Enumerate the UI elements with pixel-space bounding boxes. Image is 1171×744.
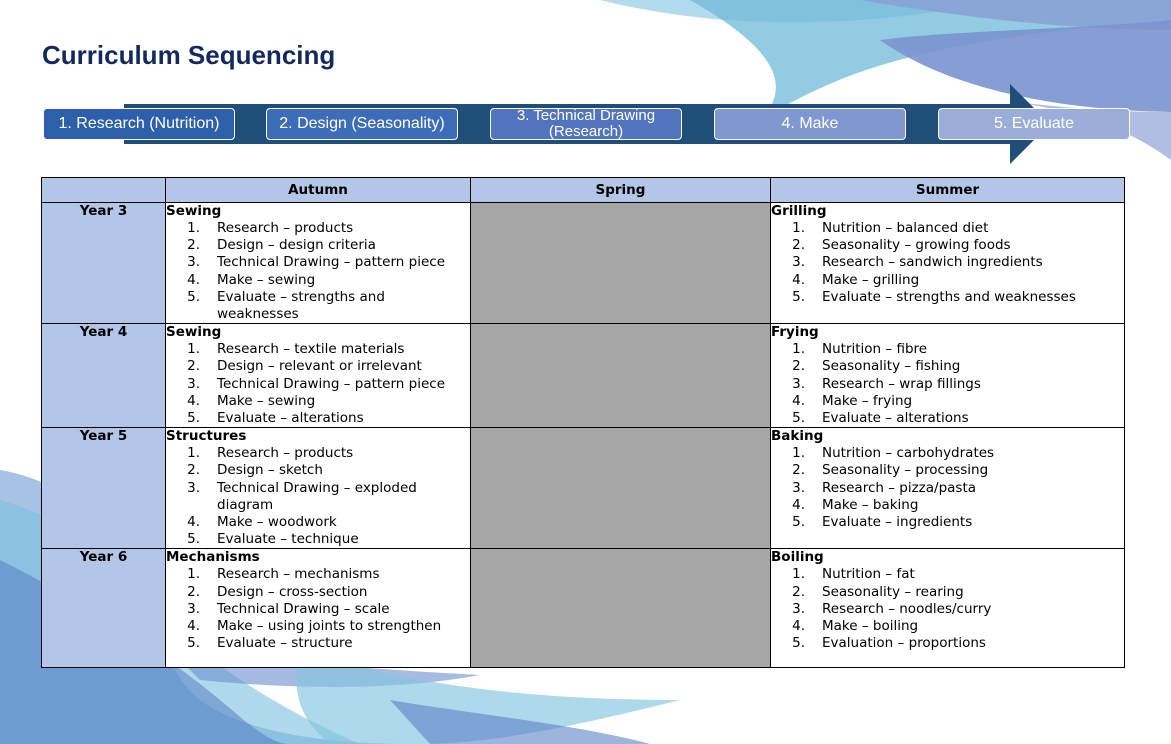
list-item: 5. Evaluate – alterations bbox=[792, 410, 969, 427]
list-item: 5. Evaluation – proportions bbox=[792, 635, 986, 652]
table-header-row bbox=[42, 178, 1125, 203]
list-item: 3. Research – sandwich ingredients bbox=[792, 254, 1043, 271]
unit-title: Grilling bbox=[771, 203, 827, 219]
autumn-cell bbox=[166, 203, 471, 324]
list-item: 4. Make – sewing bbox=[187, 392, 316, 409]
list-item: 3. Research – wrap fillings bbox=[792, 375, 981, 392]
list-item: 4. Make – grilling bbox=[792, 271, 920, 288]
list-item: 3. Research – pizza/pasta bbox=[792, 479, 977, 496]
table-row bbox=[42, 324, 1125, 428]
list-item: 5. Evaluate – strengths and weaknesses bbox=[187, 288, 385, 323]
process-arrow-diagram bbox=[0, 0, 1171, 170]
unit-steps bbox=[166, 341, 470, 427]
list-item: 4. Make – sewing bbox=[187, 271, 316, 288]
list-item: 1. Research – textile materials bbox=[187, 341, 405, 358]
unit-title: Sewing bbox=[166, 203, 222, 219]
year-label: Year 4 bbox=[42, 324, 166, 428]
unit-title: Structures bbox=[166, 428, 247, 445]
list-item: 5. Evaluate – technique bbox=[187, 531, 359, 548]
process-step-research: 1. Research (Nutrition) bbox=[43, 108, 235, 140]
list-item: 3. Technical Drawing – pattern piece bbox=[187, 254, 445, 271]
header-summer: Summer bbox=[771, 178, 1125, 203]
list-item: 3. Technical Drawing – exploded diagram bbox=[187, 479, 417, 513]
page-title: Curriculum Sequencing bbox=[42, 40, 336, 70]
list-item: 4. Make – using joints to strengthen bbox=[187, 618, 442, 635]
unit-title: Frying bbox=[771, 324, 819, 341]
list-item: 5. Evaluate – strengths and weaknesses bbox=[792, 288, 1076, 305]
list-item: 4. Make – woodwork bbox=[187, 514, 337, 531]
list-item: 2. Design – design criteria bbox=[187, 237, 376, 254]
list-item: 4. Make – baking bbox=[792, 496, 919, 513]
list-item: 1. Nutrition – carbohydrates bbox=[792, 445, 995, 462]
list-item: 1. Nutrition – fat bbox=[792, 566, 915, 583]
process-step-make: 4. Make bbox=[714, 108, 906, 140]
process-step-evaluate: 5. Evaluate bbox=[938, 108, 1130, 140]
list-item: 2. Design – relevant or irrelevant bbox=[187, 358, 422, 375]
process-step-design: 2. Design (Seasonality) bbox=[266, 108, 458, 140]
list-item: 2. Seasonality – processing bbox=[792, 462, 989, 479]
spring-cell bbox=[471, 324, 771, 428]
list-item: 1. Research – mechanisms bbox=[187, 566, 380, 583]
list-item: 1. Research – products bbox=[187, 445, 354, 462]
year-label: Year 6 bbox=[42, 549, 166, 668]
unit-steps bbox=[771, 566, 1124, 652]
list-item: 3. Technical Drawing – scale bbox=[187, 600, 390, 617]
autumn-cell bbox=[166, 549, 471, 668]
table-row bbox=[42, 203, 1125, 324]
unit-title: Baking bbox=[771, 428, 824, 445]
summer-cell bbox=[771, 324, 1125, 428]
header-spring: Spring bbox=[471, 178, 771, 203]
summer-cell bbox=[771, 428, 1125, 549]
spring-cell bbox=[471, 428, 771, 549]
process-arrow bbox=[0, 0, 1171, 170]
list-item: 4. Make – boiling bbox=[792, 618, 919, 635]
spring-cell bbox=[471, 203, 771, 324]
list-item: 2. Design – sketch bbox=[187, 462, 323, 479]
list-item: 5. Evaluate – structure bbox=[187, 635, 353, 652]
list-item: 2. Seasonality – rearing bbox=[792, 583, 964, 600]
unit-steps bbox=[166, 566, 470, 652]
unit-title: Boiling bbox=[771, 549, 824, 566]
year-label: Year 3 bbox=[42, 203, 166, 324]
list-item: 3. Research – noodles/curry bbox=[792, 600, 992, 617]
unit-steps bbox=[166, 220, 470, 323]
unit-title: Sewing bbox=[166, 324, 222, 341]
process-step-technical-drawing: 3. Technical Drawing (Research) bbox=[490, 108, 682, 140]
list-item: 1. Research – products bbox=[187, 220, 354, 236]
table-row bbox=[42, 428, 1125, 549]
autumn-cell bbox=[166, 428, 471, 549]
autumn-cell bbox=[166, 324, 471, 428]
table-row bbox=[42, 549, 1125, 668]
year-label: Year 5 bbox=[42, 428, 166, 549]
list-item: 4. Make – frying bbox=[792, 392, 913, 409]
spring-cell bbox=[471, 549, 771, 668]
list-item: 5. Evaluate – ingredients bbox=[792, 514, 973, 531]
list-item: 1. Nutrition – fibre bbox=[792, 341, 928, 358]
header-autumn: Autumn bbox=[166, 178, 471, 203]
unit-steps bbox=[771, 341, 1124, 427]
list-item: 3. Technical Drawing – pattern piece bbox=[187, 375, 445, 392]
unit-steps bbox=[166, 445, 470, 548]
summer-cell bbox=[771, 203, 1125, 324]
unit-steps bbox=[771, 220, 1124, 306]
unit-steps bbox=[771, 445, 1124, 531]
header-year bbox=[42, 178, 166, 203]
unit-title: Mechanisms bbox=[166, 549, 260, 566]
curriculum-table bbox=[41, 177, 1125, 668]
list-item: 5. Evaluate – alterations bbox=[187, 410, 364, 427]
summer-cell bbox=[771, 549, 1125, 668]
list-item: 2. Design – cross-section bbox=[187, 583, 368, 600]
list-item: 2. Seasonality – growing foods bbox=[792, 237, 1011, 254]
list-item: 2. Seasonality – fishing bbox=[792, 358, 961, 375]
list-item: 1. Nutrition – balanced diet bbox=[792, 220, 989, 236]
